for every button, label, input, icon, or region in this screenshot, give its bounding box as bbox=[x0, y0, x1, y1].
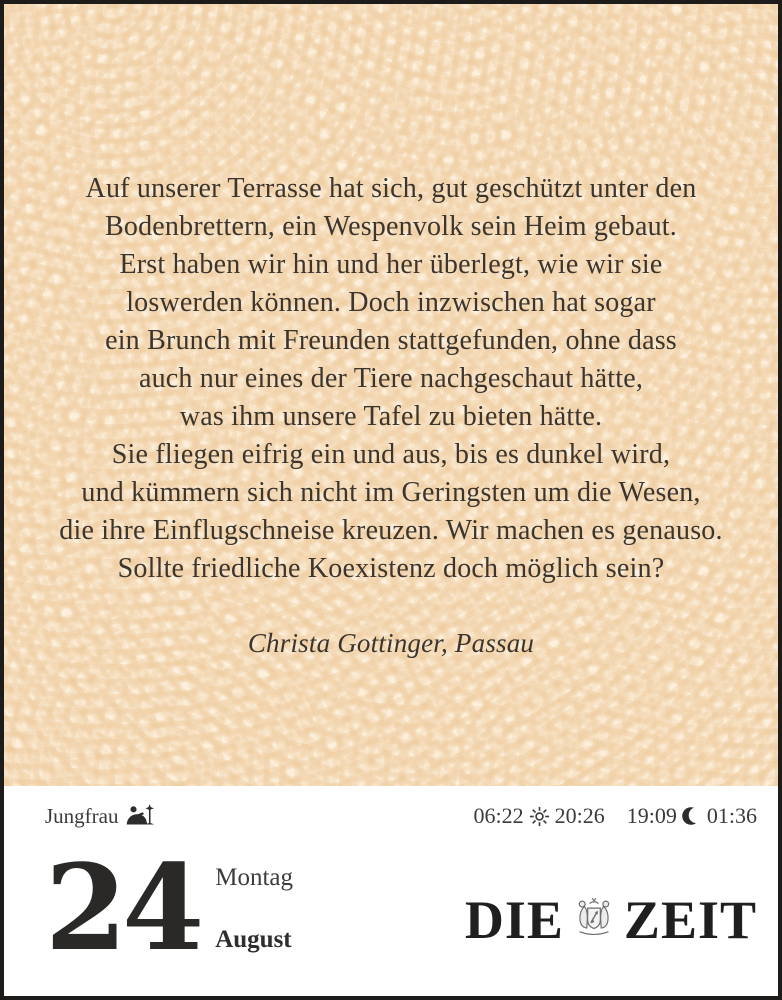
zodiac-group bbox=[45, 804, 159, 829]
quote-line: auch nur eines der Tiere nachgeschaut hätte, bbox=[138, 363, 644, 394]
sunset-time: 20:26 bbox=[554, 803, 605, 828]
month-label: August bbox=[215, 926, 292, 953]
virgo-icon bbox=[125, 804, 159, 828]
quote-line: Auf unserer Terrasse hat sich, gut geschützt unter den bbox=[85, 173, 697, 204]
sun-icon bbox=[529, 806, 550, 827]
quote-area bbox=[4, 4, 778, 786]
moonset-time: 01:36 bbox=[706, 803, 757, 828]
quote-line: Erst haben wir hin und her überlegt, wie wir sie bbox=[119, 249, 663, 280]
zodiac-label: Jungfrau bbox=[45, 803, 119, 828]
quote-line: Sie fliegen eifrig ein und aus, bis es dunkel wird, bbox=[111, 439, 671, 470]
moonrise-time: 19:09 bbox=[626, 803, 677, 828]
quote-line: die ihre Einflugschneise kreuzen. Wir machen es genauso. bbox=[59, 515, 723, 546]
day-number: 24 bbox=[45, 838, 200, 977]
sunrise-time: 06:22 bbox=[473, 803, 524, 828]
sun-moon-times bbox=[474, 803, 758, 829]
quote-attribution: Christa Gottinger, Passau bbox=[247, 628, 535, 658]
day-meta bbox=[215, 864, 293, 954]
weekday-label: Montag bbox=[215, 864, 293, 891]
quote-text bbox=[46, 170, 736, 662]
quote-line: und kümmern sich nicht im Geringsten um die Wesen, bbox=[81, 477, 701, 508]
info-area bbox=[4, 786, 778, 996]
die-zeit-logo bbox=[464, 889, 757, 950]
astro-row bbox=[45, 803, 757, 829]
quote-line: was ihm unsere Tafel zu bieten hätte. bbox=[179, 401, 603, 432]
date-row bbox=[45, 838, 757, 977]
logo-text-die: DIE bbox=[464, 889, 564, 950]
quote-line: ein Brunch mit Freunden stattgefunden, ohne dass bbox=[105, 325, 677, 356]
quote-line: Bodenbrettern, ein Wespenvolk sein Heim gebaut. bbox=[105, 211, 677, 242]
logo-text-zeit: ZEIT bbox=[623, 889, 757, 950]
moon-crescent-icon bbox=[682, 805, 702, 827]
quote-line: Sollte friedliche Koexistenz doch möglich sein? bbox=[117, 553, 665, 584]
bremen-crest-icon bbox=[565, 895, 623, 943]
quote-line: loswerden können. Doch inzwischen hat sogar bbox=[126, 287, 656, 318]
